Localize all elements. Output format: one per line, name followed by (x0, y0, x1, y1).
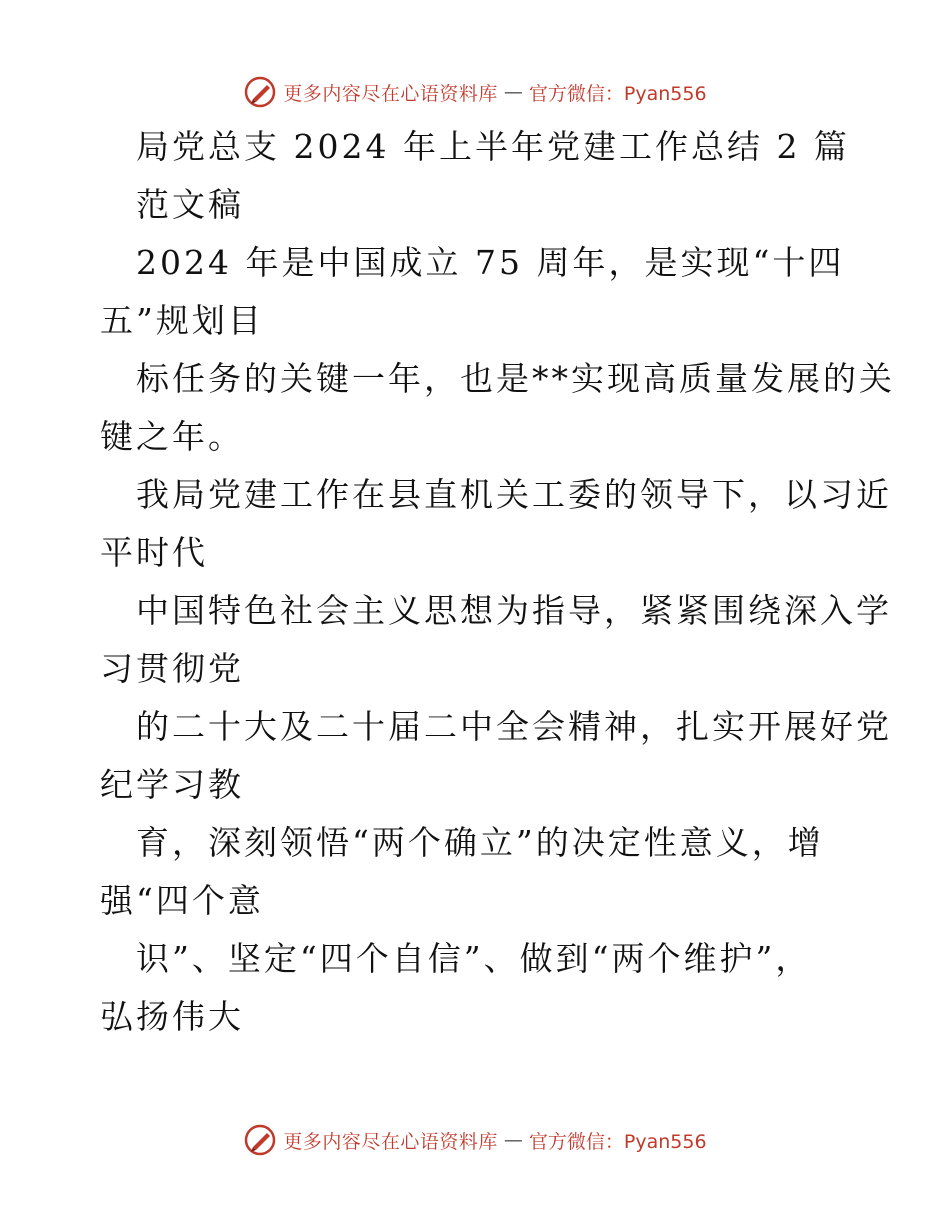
document-title-line-1: 局党总支 2024 年上半年党建工作总结 2 篇 (136, 127, 850, 166)
watermark-separator: — (503, 1129, 523, 1151)
watermark-contact: 官方微信：Pyan556 (528, 82, 707, 105)
paragraph-line: 弘扬伟大 (100, 997, 244, 1036)
paragraph-line: 标任务的关键一年，也是**实现高质量发展的关 (136, 359, 895, 398)
pen-logo-icon (243, 1123, 277, 1157)
document-body (100, 118, 895, 1046)
watermark-separator: — (503, 81, 523, 103)
watermark-text: 更多内容尽在心语资料库 (283, 82, 498, 105)
watermark-footer (0, 1120, 950, 1160)
paragraph-line: 习贯彻党 (100, 649, 244, 688)
watermark-text: 更多内容尽在心语资料库 (283, 1130, 498, 1153)
paragraph-line: 2024 年是中国成立 75 周年，是实现“十四 (136, 243, 845, 282)
paragraph-line: 纪学习教 (100, 765, 244, 804)
paragraph-line: 识”、坚定“四个自信”、做到“两个维护”， (136, 939, 812, 978)
paragraph-line: 键之年。 (100, 417, 244, 456)
paragraph-line: 的二十大及二十届二中全会精神，扎实开展好党 (136, 707, 892, 746)
paragraph-line: 中国特色社会主义思想为指导，紧紧围绕深入学 (136, 591, 892, 630)
paragraph-line: 平时代 (100, 533, 208, 572)
document-title-line-2: 范文稿 (136, 185, 244, 224)
paragraph-line: 强“四个意 (100, 881, 264, 920)
watermark-contact: 官方微信：Pyan556 (528, 1130, 707, 1153)
pen-logo-icon (243, 75, 277, 109)
paragraph-line: 我局党建工作在县直机关工委的领导下，以习近 (136, 475, 892, 514)
paragraph-line: 育，深刻领悟“两个确立”的决定性意义，增 (136, 823, 824, 862)
paragraph-line: 五”规划目 (100, 301, 264, 340)
watermark-header (0, 72, 950, 112)
